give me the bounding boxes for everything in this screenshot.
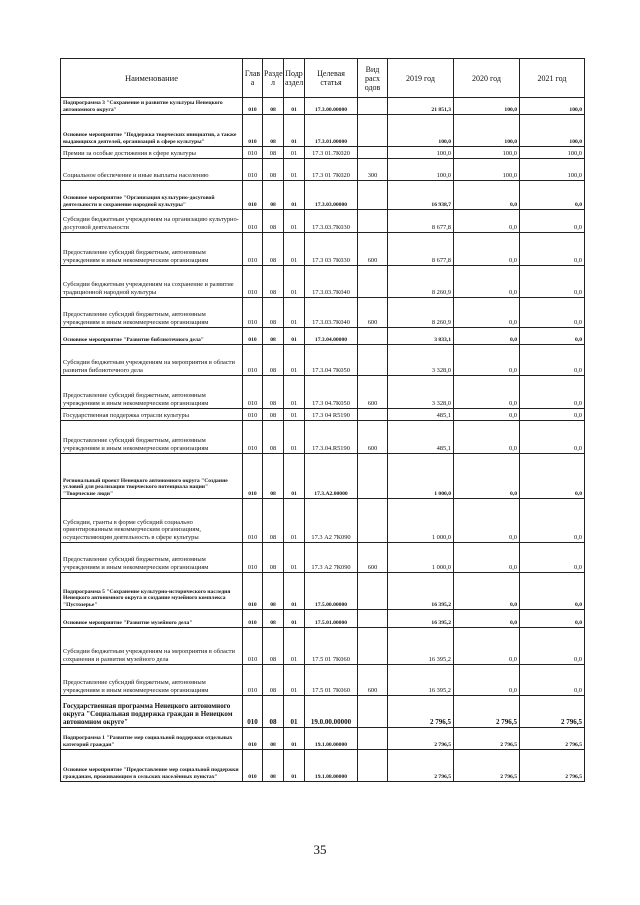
cell-chapter: 010 — [243, 628, 263, 665]
cell-name: Основное мероприятие "Поддержка творческих инициатив, а также выдающихся деятелей, организаций в сфере культуры" — [61, 115, 243, 147]
table-row — [61, 98, 585, 115]
header-section: Разде л — [263, 59, 284, 98]
cell-expense-type — [358, 147, 388, 159]
cell-section: 08 — [263, 421, 284, 454]
cell-2020: 2 796,5 — [454, 728, 520, 750]
table-row — [61, 610, 585, 628]
cell-2021: 100,0 — [520, 115, 585, 147]
cell-2021: 0,0 — [520, 345, 585, 376]
cell-expense-type — [358, 750, 388, 782]
cell-section: 08 — [263, 115, 284, 147]
cell-subsection: 01 — [284, 266, 305, 298]
cell-chapter: 010 — [243, 454, 263, 499]
cell-expense-type — [358, 328, 388, 345]
cell-subsection: 01 — [284, 728, 305, 750]
cell-expense-type — [358, 409, 388, 421]
cell-2019: 8 677,8 — [388, 210, 454, 233]
cell-expense-type — [358, 98, 388, 115]
cell-name: Предоставление субсидий бюджетным, автономным учреждениям и иным некоммерческим организациям — [61, 298, 243, 328]
cell-chapter: 010 — [243, 210, 263, 233]
cell-chapter: 010 — [243, 328, 263, 345]
cell-2020: 0,0 — [454, 266, 520, 298]
cell-name: Социальное обеспечение и иные выплаты населению — [61, 159, 243, 181]
cell-expense-type: 600 — [358, 421, 388, 454]
cell-subsection: 01 — [284, 610, 305, 628]
cell-subsection: 01 — [284, 98, 305, 115]
cell-target-article: 19.1.00.00000 — [305, 728, 358, 750]
cell-2020: 100,0 — [454, 147, 520, 159]
table-row — [61, 266, 585, 298]
cell-chapter: 010 — [243, 421, 263, 454]
cell-2019: 100,0 — [388, 147, 454, 159]
table-row — [61, 115, 585, 147]
cell-2019: 1 000,0 — [388, 499, 454, 543]
cell-subsection: 01 — [284, 115, 305, 147]
table-row — [61, 210, 585, 233]
table-row — [61, 159, 585, 181]
table-row — [61, 421, 585, 454]
cell-2019: 2 796,5 — [388, 696, 454, 728]
cell-expense-type — [358, 610, 388, 628]
cell-target-article: 17.3.04.00000 — [305, 328, 358, 345]
cell-2021: 0,0 — [520, 628, 585, 665]
cell-chapter: 010 — [243, 266, 263, 298]
cell-section: 08 — [263, 298, 284, 328]
cell-name: Предоставление субсидий бюджетным, автономным учреждениям и иным некоммерческим организациям — [61, 421, 243, 454]
cell-2019: 485,1 — [388, 409, 454, 421]
cell-name: Предоставление субсидий бюджетным, автономным учреждениям и иным некоммерческим организациям — [61, 233, 243, 266]
cell-section: 08 — [263, 499, 284, 543]
cell-2020: 0,0 — [454, 376, 520, 409]
cell-subsection: 01 — [284, 328, 305, 345]
cell-2019: 100,0 — [388, 159, 454, 181]
cell-2019: 16 395,2 — [388, 610, 454, 628]
cell-name: Основное мероприятие "Предоставление мер социальной поддержки гражданам, проживающим в сельских населённых пунктах" — [61, 750, 243, 782]
cell-chapter: 010 — [243, 159, 263, 181]
cell-chapter: 010 — [243, 499, 263, 543]
cell-2019: 3 328,0 — [388, 345, 454, 376]
cell-subsection: 01 — [284, 181, 305, 210]
cell-name: Предоставление субсидий бюджетным, автономным учреждениям и иным некоммерческим организациям — [61, 665, 243, 696]
cell-2021: 2 796,5 — [520, 728, 585, 750]
cell-2021: 2 796,5 — [520, 696, 585, 728]
cell-name: Субсидии бюджетным учреждениям на мероприятия в области сохранения и развития музейного дела — [61, 628, 243, 665]
cell-2020: 0,0 — [454, 573, 520, 610]
cell-2020: 0,0 — [454, 233, 520, 266]
cell-expense-type — [358, 266, 388, 298]
header-2019: 2019 год — [388, 59, 454, 98]
cell-section: 08 — [263, 328, 284, 345]
cell-name: Подпрограмма 1 "Развитие мер социальной поддержки отдельных категорий граждан" — [61, 728, 243, 750]
cell-target-article: 17.3.03.7К040 — [305, 298, 358, 328]
table-row — [61, 181, 585, 210]
table-row — [61, 298, 585, 328]
cell-2019: 485,1 — [388, 421, 454, 454]
cell-2021: 0,0 — [520, 499, 585, 543]
cell-subsection: 01 — [284, 409, 305, 421]
cell-target-article: 17.3.03.00000 — [305, 181, 358, 210]
cell-expense-type: 600 — [358, 298, 388, 328]
cell-chapter: 010 — [243, 728, 263, 750]
cell-expense-type: 600 — [358, 233, 388, 266]
table-row — [61, 409, 585, 421]
cell-2019: 100,0 — [388, 115, 454, 147]
cell-target-article: 17.3 04 R5190 — [305, 409, 358, 421]
cell-2019: 3 833,1 — [388, 328, 454, 345]
cell-name: Подпрограмма 3 "Сохранение и развитие культуры Ненецкого автономного округа" — [61, 98, 243, 115]
cell-2019: 8 677,8 — [388, 233, 454, 266]
cell-2021: 0,0 — [520, 665, 585, 696]
cell-2020: 0,0 — [454, 298, 520, 328]
cell-subsection: 01 — [284, 628, 305, 665]
table-row — [61, 233, 585, 266]
cell-2020: 100,0 — [454, 98, 520, 115]
cell-2020: 0,0 — [454, 210, 520, 233]
cell-2019: 16 395,2 — [388, 573, 454, 610]
cell-target-article: 17.3 04.7К050 — [305, 376, 358, 409]
cell-chapter: 010 — [243, 543, 263, 573]
cell-expense-type — [358, 181, 388, 210]
page-number: 35 — [313, 842, 327, 857]
cell-2020: 0,0 — [454, 454, 520, 499]
cell-2020: 0,0 — [454, 181, 520, 210]
table-row — [61, 147, 585, 159]
table-row — [61, 543, 585, 573]
cell-section: 08 — [263, 454, 284, 499]
header-subsection: Подр аздел — [284, 59, 305, 98]
cell-2021: 0,0 — [520, 181, 585, 210]
cell-name: Основное мероприятие "Развитие библиотечного дела" — [61, 328, 243, 345]
cell-section: 08 — [263, 159, 284, 181]
header-chapter: Глав а — [243, 59, 263, 98]
cell-section: 08 — [263, 750, 284, 782]
cell-chapter: 010 — [243, 750, 263, 782]
cell-expense-type: 300 — [358, 159, 388, 181]
cell-2019: 16 395,2 — [388, 665, 454, 696]
cell-subsection: 01 — [284, 696, 305, 728]
cell-2020: 0,0 — [454, 610, 520, 628]
table-row — [61, 376, 585, 409]
cell-2020: 0,0 — [454, 328, 520, 345]
cell-2021: 100,0 — [520, 98, 585, 115]
cell-2021: 0,0 — [520, 328, 585, 345]
header-expense-type: Вид расх одов — [358, 59, 388, 98]
cell-name: Субсидии бюджетным учреждениям на организацию культурно-досуговой деятельности — [61, 210, 243, 233]
cell-section: 08 — [263, 98, 284, 115]
cell-2019: 2 796,5 — [388, 750, 454, 782]
cell-target-article: 17.3.04.R5190 — [305, 421, 358, 454]
cell-chapter: 010 — [243, 696, 263, 728]
cell-2020: 100,0 — [454, 115, 520, 147]
cell-2021: 2 796,5 — [520, 750, 585, 782]
table-row — [61, 454, 585, 499]
table-row — [61, 665, 585, 696]
cell-section: 08 — [263, 728, 284, 750]
cell-section: 08 — [263, 573, 284, 610]
table-header-row — [61, 59, 585, 98]
cell-name: Региональный проект Ненецкого автономного округа "Создание условий для реализации творческого потенциала нации" "Творческие люди" — [61, 454, 243, 499]
table-row — [61, 345, 585, 376]
cell-name: Основное мероприятие "Развитие музейного дела" — [61, 610, 243, 628]
cell-section: 08 — [263, 266, 284, 298]
cell-2019: 21 851,3 — [388, 98, 454, 115]
cell-2020: 2 796,5 — [454, 750, 520, 782]
cell-2019: 16 395,2 — [388, 628, 454, 665]
cell-chapter: 010 — [243, 233, 263, 266]
cell-target-article: 17.3 А2 7К090 — [305, 543, 358, 573]
cell-chapter: 010 — [243, 345, 263, 376]
cell-2021: 0,0 — [520, 573, 585, 610]
cell-2020: 0,0 — [454, 628, 520, 665]
cell-section: 08 — [263, 543, 284, 573]
cell-target-article: 19.1.08.00000 — [305, 750, 358, 782]
cell-name: Субсидии бюджетным учреждениям на мероприятия в области развития библиотечного дела — [61, 345, 243, 376]
cell-2021: 100,0 — [520, 147, 585, 159]
cell-target-article: 17.5 01 7К060 — [305, 628, 358, 665]
cell-2021: 100,0 — [520, 159, 585, 181]
cell-2019: 8 260,9 — [388, 298, 454, 328]
cell-subsection: 01 — [284, 499, 305, 543]
cell-subsection: 01 — [284, 345, 305, 376]
table-body — [61, 98, 585, 782]
cell-2020: 0,0 — [454, 421, 520, 454]
cell-2021: 0,0 — [520, 376, 585, 409]
cell-chapter: 010 — [243, 376, 263, 409]
cell-2019: 16 938,7 — [388, 181, 454, 210]
cell-expense-type — [358, 115, 388, 147]
cell-2020: 0,0 — [454, 345, 520, 376]
cell-2019: 3 328,0 — [388, 376, 454, 409]
cell-chapter: 010 — [243, 573, 263, 610]
cell-target-article: 17.3 03 7К030 — [305, 233, 358, 266]
table-row — [61, 328, 585, 345]
cell-name: Предоставление субсидий бюджетным, автономным учреждениям и иным некоммерческим организациям — [61, 543, 243, 573]
cell-subsection: 01 — [284, 298, 305, 328]
header-target-article: Целевая статья — [305, 59, 358, 98]
cell-target-article: 17.5.00.00000 — [305, 573, 358, 610]
cell-2019: 1 000,0 — [388, 543, 454, 573]
cell-2020: 0,0 — [454, 409, 520, 421]
cell-2020: 100,0 — [454, 159, 520, 181]
cell-section: 08 — [263, 409, 284, 421]
cell-expense-type — [358, 210, 388, 233]
cell-target-article: 17.3 01 7К020 — [305, 159, 358, 181]
cell-target-article: 17.3.04 7К050 — [305, 345, 358, 376]
cell-chapter: 010 — [243, 409, 263, 421]
cell-target-article: 17.3 01.7К020 — [305, 147, 358, 159]
cell-section: 08 — [263, 233, 284, 266]
cell-chapter: 010 — [243, 98, 263, 115]
cell-expense-type — [358, 696, 388, 728]
cell-expense-type — [358, 573, 388, 610]
table-row — [61, 728, 585, 750]
cell-target-article: 17.3.01.00000 — [305, 115, 358, 147]
cell-target-article: 17.3.А2.00000 — [305, 454, 358, 499]
cell-chapter: 010 — [243, 610, 263, 628]
table-row — [61, 696, 585, 728]
cell-section: 08 — [263, 665, 284, 696]
cell-2021: 0,0 — [520, 266, 585, 298]
cell-subsection: 01 — [284, 573, 305, 610]
cell-subsection: 01 — [284, 665, 305, 696]
budget-table — [60, 58, 585, 782]
cell-name: Субсидии, гранты в форме субсидий социально ориентированным некоммерческим организациям, осуществляющим деятельность в сфере культуры — [61, 499, 243, 543]
cell-2021: 0,0 — [520, 298, 585, 328]
cell-2019: 2 796,5 — [388, 728, 454, 750]
cell-subsection: 01 — [284, 233, 305, 266]
cell-name: Субсидии бюджетным учреждениям на сохранение и развитие традиционной народной культуры — [61, 266, 243, 298]
cell-chapter: 010 — [243, 147, 263, 159]
cell-target-article: 17.3.03.7К040 — [305, 266, 358, 298]
cell-subsection: 01 — [284, 159, 305, 181]
cell-section: 08 — [263, 610, 284, 628]
cell-chapter: 010 — [243, 181, 263, 210]
cell-expense-type — [358, 454, 388, 499]
cell-section: 08 — [263, 181, 284, 210]
cell-2019: 8 260,9 — [388, 266, 454, 298]
cell-section: 08 — [263, 345, 284, 376]
cell-2021: 0,0 — [520, 210, 585, 233]
cell-2020: 0,0 — [454, 543, 520, 573]
cell-subsection: 01 — [284, 210, 305, 233]
cell-target-article: 17.3 А2 7К090 — [305, 499, 358, 543]
cell-section: 08 — [263, 376, 284, 409]
cell-target-article: 17.3.03.7К030 — [305, 210, 358, 233]
cell-2019: 1 000,0 — [388, 454, 454, 499]
cell-section: 08 — [263, 696, 284, 728]
cell-target-article: 19.0.00.00000 — [305, 696, 358, 728]
cell-target-article: 17.5 01 7К060 — [305, 665, 358, 696]
cell-name: Государственная программа Ненецкого автономного округа "Социальная поддержка граждан в Ненецком автономном округе" — [61, 696, 243, 728]
cell-2020: 0,0 — [454, 499, 520, 543]
cell-expense-type: 600 — [358, 665, 388, 696]
cell-expense-type — [358, 728, 388, 750]
cell-subsection: 01 — [284, 376, 305, 409]
cell-subsection: 01 — [284, 454, 305, 499]
cell-2020: 0,0 — [454, 665, 520, 696]
cell-2020: 2 796,5 — [454, 696, 520, 728]
cell-name: Премии за особые достижения в сфере культуры — [61, 147, 243, 159]
header-name: Наименование — [61, 59, 243, 98]
cell-section: 08 — [263, 147, 284, 159]
cell-2021: 0,0 — [520, 543, 585, 573]
cell-2021: 0,0 — [520, 409, 585, 421]
table-row — [61, 628, 585, 665]
cell-2021: 0,0 — [520, 454, 585, 499]
cell-expense-type: 600 — [358, 376, 388, 409]
cell-target-article: 17.3.00.00000 — [305, 98, 358, 115]
header-2020: 2020 год — [454, 59, 520, 98]
cell-subsection: 01 — [284, 750, 305, 782]
cell-section: 08 — [263, 210, 284, 233]
cell-expense-type — [358, 628, 388, 665]
table-row — [61, 573, 585, 610]
cell-subsection: 01 — [284, 147, 305, 159]
cell-2021: 0,0 — [520, 421, 585, 454]
cell-target-article: 17.5.01.00000 — [305, 610, 358, 628]
cell-expense-type: 600 — [358, 543, 388, 573]
cell-2021: 0,0 — [520, 610, 585, 628]
cell-chapter: 010 — [243, 665, 263, 696]
cell-section: 08 — [263, 628, 284, 665]
cell-expense-type — [358, 345, 388, 376]
cell-name: Предоставление субсидий бюджетным, автономным учреждениям и иным некоммерческим организациям — [61, 376, 243, 409]
table-row — [61, 499, 585, 543]
cell-name: Подпрограмма 5 "Сохранение культурно-исторического наследия Ненецкого автономного округа и создание музейного комплекса "Пустозерье" — [61, 573, 243, 610]
cell-chapter: 010 — [243, 298, 263, 328]
cell-subsection: 01 — [284, 421, 305, 454]
cell-name: Основное мероприятие "Организация культурно-досуговой деятельности и сохранение народной культуры" — [61, 181, 243, 210]
cell-2021: 0,0 — [520, 233, 585, 266]
cell-name: Государственная поддержка отрасли культуры — [61, 409, 243, 421]
cell-expense-type — [358, 499, 388, 543]
cell-chapter: 010 — [243, 115, 263, 147]
cell-subsection: 01 — [284, 543, 305, 573]
header-2021: 2021 год — [520, 59, 585, 98]
table-row — [61, 750, 585, 782]
